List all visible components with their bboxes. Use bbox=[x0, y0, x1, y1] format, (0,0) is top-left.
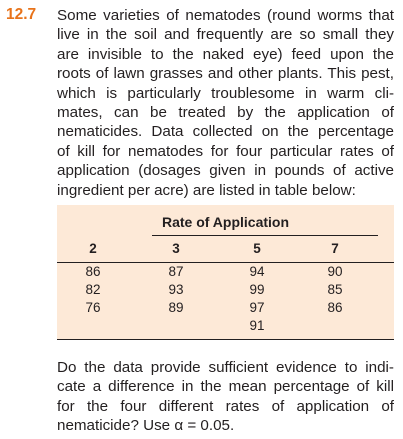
table-cell: 86 bbox=[85, 264, 101, 279]
problem-question bbox=[57, 358, 394, 436]
table-bottom-rule bbox=[57, 339, 394, 340]
table-cell: 86 bbox=[327, 300, 343, 315]
intro-line: which is particularly troublesome in warm cli- bbox=[57, 84, 394, 102]
table-cell: 87 bbox=[168, 264, 184, 279]
intro-line: ingredient per acre) are listed in table below: bbox=[57, 181, 356, 199]
column-header: 2 bbox=[89, 241, 97, 256]
table-cell: 94 bbox=[249, 264, 265, 279]
column-header-rule bbox=[57, 262, 394, 263]
table-cell: 76 bbox=[85, 300, 101, 315]
intro-line: of kill for nematodes for four particular rates of bbox=[57, 142, 394, 160]
data-table bbox=[57, 205, 394, 340]
question-line: for the four different rates of application of bbox=[57, 397, 394, 415]
intro-line: Some varieties of nematodes (round worms that bbox=[57, 7, 394, 24]
table-cell: 82 bbox=[85, 282, 101, 297]
table-title: Rate of Application bbox=[161, 214, 290, 230]
intro-line: mates, can be treated by the application of bbox=[57, 104, 394, 122]
column-header: 3 bbox=[172, 241, 180, 256]
problem-intro bbox=[57, 6, 394, 200]
column-header: 7 bbox=[331, 241, 339, 256]
table-cell: 85 bbox=[327, 282, 343, 297]
table-cell: 89 bbox=[168, 300, 184, 315]
table-cell: 93 bbox=[168, 282, 184, 297]
intro-line: application (dosages given in pounds of active bbox=[57, 162, 394, 180]
question-line: cate a difference in the mean percentage of kill bbox=[57, 378, 394, 396]
problem-number: 12.7 bbox=[6, 6, 37, 23]
intro-line: live in the soil and frequently are so small they bbox=[57, 26, 394, 44]
question-line: nematicide? Use α = 0.05. bbox=[57, 417, 235, 435]
intro-line: roots of lawn grasses and other plants. This pest, bbox=[57, 65, 394, 83]
intro-line: are invisible to the naked eye) feed upon the bbox=[57, 45, 394, 63]
table-cell: 97 bbox=[249, 300, 265, 315]
column-header: 5 bbox=[253, 241, 261, 256]
table-cell: 90 bbox=[327, 264, 343, 279]
table-cell: 99 bbox=[249, 282, 265, 297]
header-rule bbox=[152, 235, 378, 236]
intro-line: nematicides. Data collected on the percentage bbox=[57, 123, 394, 141]
question-line: Do the data provide sufficient evidence to indi- bbox=[57, 359, 394, 376]
table-cell: 91 bbox=[249, 318, 265, 333]
